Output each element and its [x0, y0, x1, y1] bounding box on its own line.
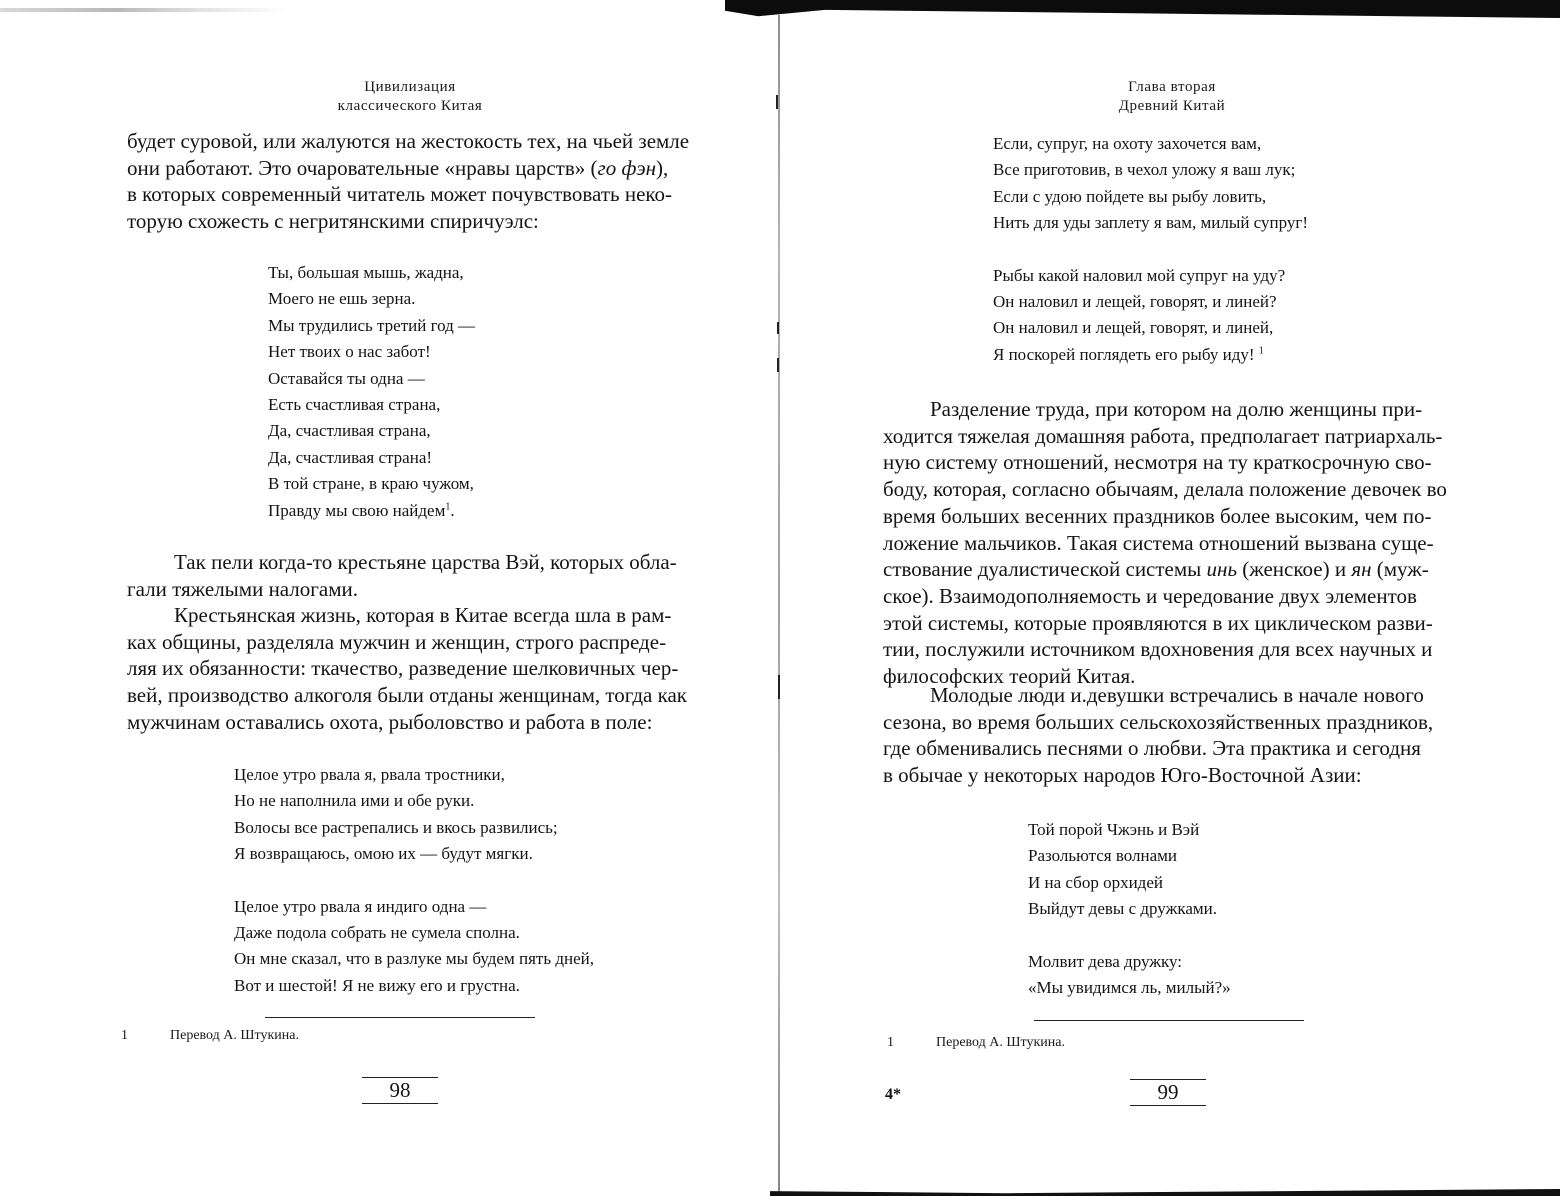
- poem-line: В той стране, в краю чужом,: [268, 474, 474, 494]
- footnote-number: 1: [121, 1028, 128, 1043]
- poem-line: Если с удою пойдете вы рыбу ловить,: [993, 186, 1267, 206]
- text-line: Крестьянская жизнь, которая в Китае всегда шла в рам-: [174, 603, 672, 627]
- poem-line: Мы трудились третий год —: [268, 315, 476, 335]
- poem-line: Ты, большая мышь, жадна,: [268, 263, 464, 282]
- text-line: Молодые люди и.девушки встречались в начале нового: [930, 683, 1424, 707]
- paragraph-love-songs: [883, 682, 1447, 789]
- right-page: [782, 0, 1560, 1196]
- running-head: [290, 78, 530, 116]
- poem-line: Молвит дева дружку:: [1028, 951, 1183, 971]
- stanza-gap: [993, 237, 1513, 263]
- poem-spouse: [993, 131, 1513, 368]
- poem-line: Нет твоих о нас забот!: [268, 342, 431, 362]
- paragraph-division-of-labor: [883, 396, 1447, 690]
- intro-paragraph: [127, 128, 691, 235]
- text-line: где обменивались песнями о любви. Эта практика и сегодня: [883, 736, 1421, 761]
- italic-term: инь: [1206, 557, 1238, 582]
- poem-line: Он мне сказал, что в разлуке мы будем пять дней,: [234, 949, 594, 969]
- running-head-line: классического Китая: [337, 98, 483, 114]
- running-head: [1072, 78, 1272, 116]
- text-line: Разделение труда, при котором на долю женщины при-: [930, 397, 1423, 421]
- text-line: они работают. Это очаровательные «нравы царств» (го фэн),: [127, 155, 669, 180]
- poem-line: Он наловил и лещей, говорят, и линей?: [993, 292, 1277, 312]
- poem-line: «Мы увидимся ль, милый?»: [1028, 978, 1231, 998]
- poem-line: Разольются волнами: [1028, 846, 1178, 866]
- text-line: время больших весенних праздников более высоким, чем по-: [883, 503, 1432, 528]
- poem-line: Правду мы свою найдем$^1$.: [268, 500, 455, 520]
- text-line: боду, которая, согласно обычаям, делала положение девочек во: [883, 477, 1447, 502]
- left-page: [0, 0, 770, 1196]
- text-line: ках общины, разделяла мужчин и женщин, строго распреде-: [127, 629, 667, 654]
- text-line: сезона, во время больших сельскохозяйственных праздников,: [883, 709, 1434, 734]
- poem-line: Но не наполнила ими и обе руки.: [234, 791, 475, 811]
- poem-line: Той порой Чжэнь и Вэй: [1028, 820, 1200, 839]
- footnote-rule: [265, 1017, 535, 1018]
- gutter-mark: [776, 95, 778, 109]
- text-line: торую схожесть с негритянскими спиричуэлс:: [127, 209, 539, 234]
- text-line: будет суровой, или жалуются на жестокость тех, на чьей земле: [127, 129, 690, 153]
- poem-line: Да, счастливая страна!: [268, 447, 433, 467]
- text-line: в обычае у некоторых народов Юго-Восточной Азии:: [883, 763, 1362, 788]
- poem-line: Есть счастливая страна,: [268, 395, 441, 415]
- stanza-gap: [234, 868, 684, 894]
- gutter-mark: [777, 358, 779, 372]
- book-gutter: [778, 15, 780, 1196]
- text-line: философских теорий Китая.: [883, 664, 1136, 689]
- text-line: тии, послужили источником вдохновения для всех научных и: [883, 637, 1433, 662]
- running-head-line: Цивилизация: [364, 79, 456, 95]
- stanza-gap: [1028, 923, 1428, 949]
- poem-line: Нить для уды заплету я вам, милый супруг!: [993, 213, 1308, 233]
- italic-term: го фэн: [597, 155, 657, 180]
- footnote-ref: 1: [445, 501, 451, 512]
- running-head-line: Древний Китай: [1118, 98, 1226, 114]
- footnote-text: Перевод А. Штукина.: [936, 1035, 1065, 1050]
- poem-line: Он наловил и лещей, говорят, и линей,: [993, 318, 1274, 338]
- poem-mouse: [268, 260, 668, 524]
- text-line: ствование дуалистической системы инь (женское) и ян (муж-: [883, 557, 1429, 582]
- footnote-rule: [1034, 1020, 1304, 1021]
- poem-line: Я возвращаюсь, омою их — будут мягки.: [234, 844, 533, 864]
- footnote-text: Перевод А. Штукина.: [170, 1028, 299, 1043]
- poem-line: Выйдут девы с дружками.: [1028, 899, 1217, 919]
- text-line: ную систему отношений, несмотря на ту краткосрочную сво-: [883, 450, 1432, 475]
- poem-line: Я поскорей поглядеть его рыбу иду! $^1$: [993, 344, 1264, 364]
- footnote-ref: 1: [1258, 345, 1264, 357]
- running-head-line: Глава вторая: [1128, 79, 1216, 95]
- text-line: этой системы, которые проявляются в их циклическом разви-: [883, 610, 1433, 635]
- page-number: 99: [1130, 1079, 1206, 1106]
- text-line: ское). Взаимодополняемость и чередование двух элементов: [883, 583, 1417, 608]
- text-line: гали тяжелыми налогами.: [127, 576, 358, 601]
- poem-line: Целое утро рвала я, рвала тростники,: [234, 765, 505, 784]
- italic-term: ян: [1351, 557, 1372, 582]
- text-line: в которых современный читатель может почувствовать неко-: [127, 182, 673, 207]
- text-line: ложение мальчиков. Такая система отношений вызвана суще-: [883, 530, 1434, 555]
- poem-line: Волосы все растрепались и вкось развились;: [234, 817, 558, 837]
- signature-mark: 4*: [885, 1086, 901, 1103]
- poem-line: Оставайся ты одна —: [268, 368, 425, 388]
- text-line: мужчинам оставались охота, рыболовство и работа в поле:: [127, 709, 653, 734]
- text-line: вей, производство алкоголя были отданы женщинам, тогда как: [127, 683, 687, 708]
- poem-line: И на сбор орхидей: [1028, 872, 1163, 892]
- poem-line: Все приготовив, в чехол уложу я ваш лук;: [993, 160, 1296, 180]
- text-line: ходится тяжелая домашняя работа, предполагает патриархаль-: [883, 423, 1443, 448]
- poem-line: Вот и шестой! Я не вижу его и грустна.: [234, 975, 520, 995]
- text-line: Так пели когда-то крестьяне царства Вэй, которых обла-: [174, 550, 677, 574]
- gutter-mark: [777, 322, 779, 334]
- footnote-number: 1: [887, 1035, 894, 1050]
- poem-line: Даже подола собрать не сумела сполна.: [234, 923, 520, 943]
- poem-line: Да, счастливая страна,: [268, 421, 431, 441]
- poem-orchids: [1028, 817, 1428, 1001]
- poem-line: Моего не ешь зерна.: [268, 289, 416, 309]
- poem-line: Рыбы какой наловил мой супруг на уду?: [993, 265, 1286, 285]
- poem-reeds: [234, 762, 684, 999]
- page-number: 98: [362, 1077, 438, 1104]
- gutter-mark: [778, 675, 780, 699]
- text-line: ляя их обязанности: ткачество, разведение шелковичных чер-: [127, 656, 679, 681]
- poem-line: Целое утро рвала я индиго одна —: [234, 896, 487, 916]
- paragraph-peasant-life: [127, 602, 691, 736]
- paragraph-wei: [127, 549, 691, 602]
- poem-line: Если, супруг, на охоту захочется вам,: [993, 134, 1262, 153]
